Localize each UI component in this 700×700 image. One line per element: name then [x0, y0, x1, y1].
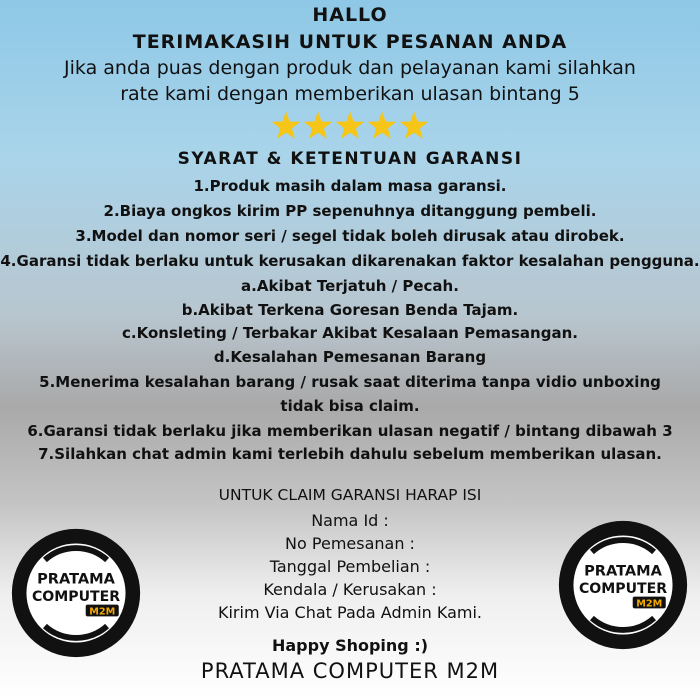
- happy-shopping-text: Happy Shoping :): [271, 636, 429, 655]
- rating-stars: [270, 110, 430, 142]
- star-icon: [336, 112, 365, 139]
- logo-badge-text: M2M: [89, 606, 116, 618]
- term-line: b.Akibat Terkena Goresan Benda Tajam.: [181, 301, 519, 319]
- term-line: 3.Model dan nomor seri / segel tidak boleh dirusak atau dirobek.: [75, 227, 625, 245]
- term-line: a.Akibat Terjatuh / Pecah.: [241, 277, 459, 295]
- logo-line2: COMPUTER: [578, 580, 668, 597]
- term-line: 2.Biaya ongkos kirim PP sepenuhnya ditanggung pembeli.: [103, 202, 597, 220]
- pratama-logo-right: [555, 517, 691, 653]
- terms-title: SYARAT & KETENTUAN GARANSI: [177, 149, 523, 169]
- pratama-logo-left: [8, 525, 144, 661]
- brand-footer: PRATAMA COMPUTER M2M: [200, 659, 500, 683]
- claim-field: Nama Id :: [311, 511, 389, 530]
- term-line: d.Kesalahan Pemesanan Barang: [213, 348, 487, 366]
- logo-line2: COMPUTER: [31, 588, 121, 605]
- claim-field: Kirim Via Chat Pada Admin Kami.: [217, 603, 483, 622]
- term-line: 5.Menerima kesalahan barang / rusak saat diterima tanpa vidio unboxing: [39, 373, 661, 391]
- claim-title: UNTUK CLAIM GARANSI HARAP ISI: [218, 486, 482, 504]
- logo-line1: PRATAMA: [584, 562, 662, 580]
- term-line: 6.Garansi tidak berlaku jika memberikan ulasan negatif / bintang dibawah 3: [27, 422, 673, 440]
- intro-line-2: rate kami dengan memberikan ulasan bintang 5: [120, 83, 580, 105]
- logo-line1: PRATAMA: [37, 570, 115, 588]
- term-line: tidak bisa claim.: [280, 397, 420, 415]
- term-line: 1.Produk masih dalam masa garansi.: [193, 177, 507, 195]
- thanks-heading: TERIMAKASIH UNTUK PESANAN ANDA: [132, 31, 568, 53]
- greeting-heading: HALLO: [312, 4, 388, 26]
- term-line: 7.Silahkan chat admin kami terlebih dahulu sebelum memberikan ulasan.: [38, 445, 662, 463]
- intro-line-1: Jika anda puas dengan produk dan pelayanan kami silahkan: [64, 57, 636, 79]
- term-line: c.Konsleting / Terbakar Akibat Kesalaan Pemasangan.: [122, 324, 578, 342]
- claim-field: Tanggal Pembelian :: [269, 557, 431, 576]
- logo-badge-text: M2M: [636, 598, 663, 610]
- term-line: 4.Garansi tidak berlaku untuk kerusakan dikarenakan faktor kesalahan pengguna.: [0, 252, 700, 270]
- claim-field: Kendala / Kerusakan :: [263, 580, 437, 599]
- star-icon: [368, 112, 397, 139]
- star-icon: [304, 112, 333, 139]
- star-icon: [400, 112, 429, 139]
- star-icon: [272, 112, 301, 139]
- claim-field: No Pemesanan :: [285, 534, 415, 553]
